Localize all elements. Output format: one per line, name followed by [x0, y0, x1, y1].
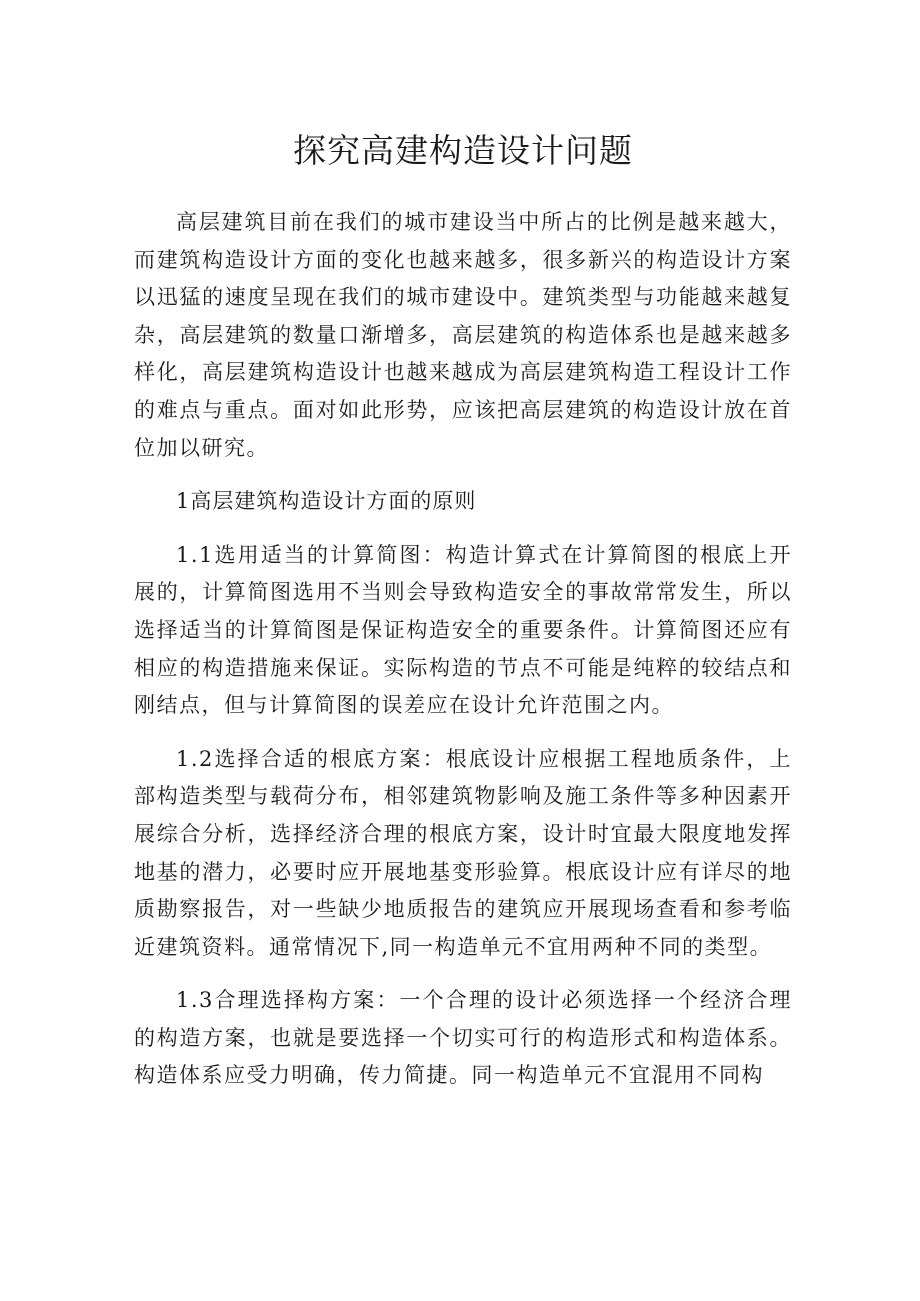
intro-paragraph: 高层建筑目前在我们的城市建设当中所占的比例是越来越大，而建筑构造设计方面的变化也越来越多，很多新兴的构造设计方案以迅猛的速度呈现在我们的城市建设中。建筑类型与功能越来越复杂，高层建筑的数量口渐增多，高层建筑的构造体系也是越来越多样化，高层建筑构造设计也越来越成为高层建筑构造工程设计工作的难点与重点。面对如此形势，应该把高层建筑的构造设计放在首位加以研究。: [134, 210, 792, 460]
paragraph-1-3: 1.3合理选择构方案：一个合理的设计必须选择一个经济合理的构造方案，也就是要选择一个切实可行的构造形式和构造体系。构造体系应受力明确，传力简捷。同一构造单元不宜混用不同构: [134, 988, 792, 1088]
section-1-heading: 1高层建筑构造设计方面的原则: [176, 489, 477, 514]
paragraph-1-2: 1.2选择合适的根底方案：根底设计应根据工程地质条件，上部构造类型与载荷分布，相邻建筑物影响及施工条件等多种因素开展综合分析，选择经济合理的根底方案，设计时宜最大限度地发挥地基的潜力，必要时应开展地基变形验算。根底设计应有详尽的地质勘察报告，对一些缺少地质报告的建筑应开展现场查看和参考临近建筑资料。通常情况下,同一构造单元不宜用两种不同的类型。: [134, 746, 792, 959]
paragraph-1-1: 1.1选用适当的计算简图：构造计算式在计算简图的根底上开展的，计算简图选用不当则会导致构造安全的事故常常发生，所以选择适当的计算简图是保证构造安全的重要条件。计算简图还应有相应的构造措施来保证。实际构造的节点不可能是纯粹的较结点和刚结点，但与计算简图的误差应在设计允许范围之内。: [134, 542, 792, 718]
document-title: 探究高建构造设计问题: [293, 131, 633, 170]
